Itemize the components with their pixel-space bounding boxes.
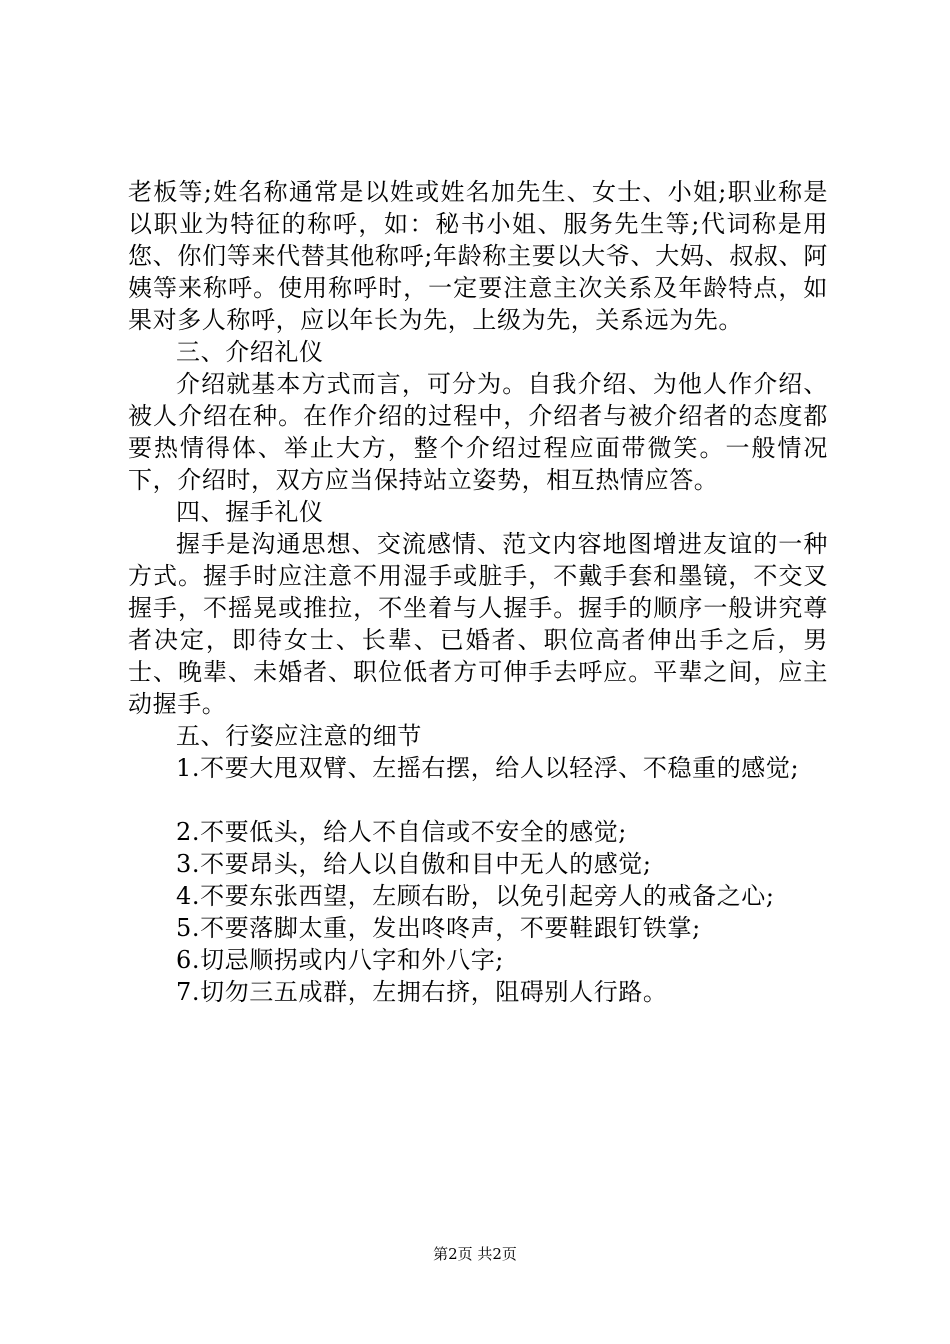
list-item: 6.切忌顺拐或内八字和外八字; [176, 946, 504, 974]
handshake-paragraph: 握手是沟通思想、交流感情、范文内容地图增进友谊的一种方式。握手时应注意不用湿手或脏手，不戴手套和墨镜，不交叉握手，不摇晃或推拉，不坐着与人握手。握手的顺序一般讲究尊者决定，即待女士、长辈、已婚者、职位高者伸出手之后，男士、晚辈、未婚者、职位低者方可伸手去呼应。平辈之间，应主动握手。 [128, 530, 828, 718]
section-heading-handshake: 四、握手礼仪 [176, 498, 324, 526]
section-heading-introduction: 三、介绍礼仪 [176, 338, 324, 366]
list-item: 4.不要东张西望，左顾右盼，以免引起旁人的戒备之心; [176, 882, 775, 910]
introduction-paragraph: 介绍就基本方式而言，可分为。自我介绍、为他人作介绍、被人介绍在种。在作介绍的过程中，介绍者与被介绍者的态度都要热情得体、举止大方，整个介绍过程应面带微笑。一般情况下，介绍时，双方应当保持站立姿势，相互热情应答。 [128, 370, 828, 494]
list-item: 5.不要落脚太重，发出咚咚声，不要鞋跟钉铁掌; [176, 914, 701, 942]
continuation-paragraph: 老板等;姓名称通常是以姓或姓名加先生、女士、小姐;职业称是以职业为特征的称呼，如：秘书小姐、服务先生等;代词称是用您、你们等来代替其他称呼;年龄称主要以大爷、大妈、叔叔、阿姨等来称呼。使用称呼时，一定要注意主次关系及年龄特点，如果对多人称呼，应以年长为先，上级为先，关系远为先。 [128, 178, 828, 334]
document-body [128, 176, 828, 1008]
list-item: 2.不要低头，给人不自信或不安全的感觉; [176, 818, 627, 846]
list-item: 1.不要大甩双臂、左摇右摆，给人以轻浮、不稳重的感觉; [176, 754, 800, 782]
list-item: 7.切勿三五成群，左拥右挤，阻碍别人行路。 [176, 978, 668, 1006]
section-heading-walking: 五、行姿应注意的细节 [176, 722, 422, 750]
page-number: 第2页 共2页 [433, 1245, 517, 1263]
list-item: 3.不要昂头，给人以自傲和目中无人的感觉; [176, 850, 652, 878]
blank-line [128, 784, 828, 816]
